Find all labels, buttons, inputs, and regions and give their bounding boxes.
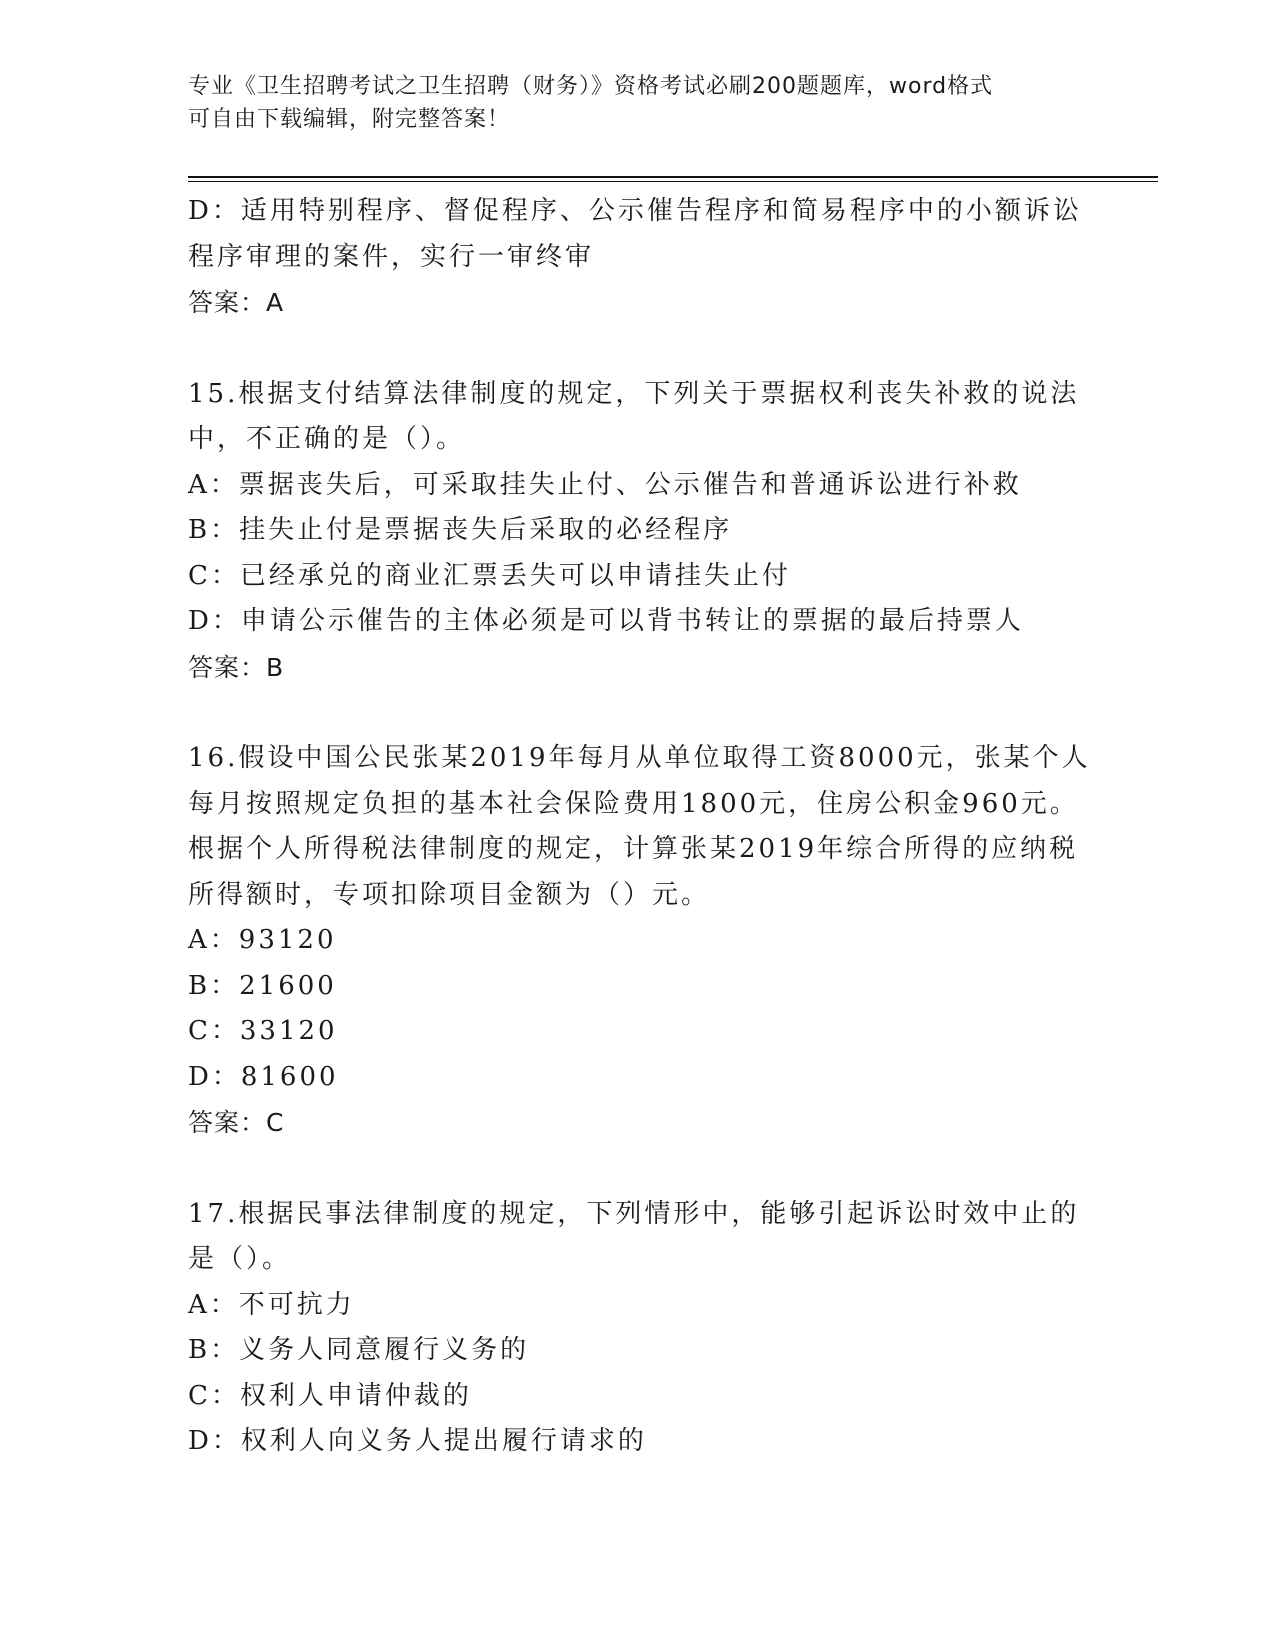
question-17	[188, 1192, 1088, 1465]
option-c: C：权利人申请仲裁的	[188, 1380, 472, 1411]
question-stem: 根据个人所得税法律制度的规定，计算张某2019年综合所得的应纳税	[188, 834, 1079, 864]
question-stem: 每月按照规定负担的基本社会保险费用1800元，住房公积金960元。	[188, 788, 1079, 819]
document-header	[188, 70, 1068, 136]
answer-line: 答案：C	[188, 1108, 285, 1137]
question-stem: 中，不正确的是（）。	[188, 424, 466, 454]
question-16	[188, 736, 1091, 1146]
option-d: D：权利人向义务人提出履行请求的	[188, 1426, 647, 1456]
option-b: B：义务人同意履行义务的	[188, 1335, 530, 1365]
option-a: A：票据丧失后，可采取挂失止付、公示催告和普通诉讼进行补救	[188, 469, 1022, 500]
option-a: A：不可抗力	[188, 1289, 355, 1320]
document-body	[188, 189, 1091, 1465]
option-d: D：申请公示催告的主体必须是可以背书转让的票据的最后持票人	[188, 606, 1024, 636]
option-b: B：挂失止付是票据丧失后采取的必经程序	[188, 515, 733, 545]
option-c: C：已经承兑的商业汇票丢失可以申请挂失止付	[188, 560, 791, 591]
question-15	[188, 372, 1088, 691]
header-line-1: 专业《卫生招聘考试之卫生招聘（财务）》资格考试必刷200题题库，word格式	[188, 74, 994, 99]
option-d: D：适用特别程序、督促程序、公示催告程序和简易程序中的小额诉讼	[188, 196, 1082, 226]
previous-question-tail	[188, 189, 1088, 326]
header-rule-thin	[188, 181, 1158, 182]
header-rule-thick	[188, 176, 1158, 178]
header-line-2: 可自由下载编辑，附完整答案！	[188, 107, 511, 132]
option-d-continued: 程序审理的案件，实行一审终审	[188, 241, 595, 272]
option-b: B：21600	[188, 970, 337, 1001]
question-stem: 17.根据民事法律制度的规定，下列情形中，能够引起诉讼时效中止的	[188, 1198, 1080, 1229]
option-a: A：93120	[188, 925, 337, 955]
question-stem: 是（）。	[188, 1244, 292, 1274]
question-stem: 所得额时，专项扣除项目金额为（）元。	[188, 879, 711, 910]
answer-line: 答案：A	[188, 288, 285, 317]
answer-line: 答案：B	[188, 652, 285, 682]
option-d: D：81600	[188, 1061, 339, 1092]
question-stem: 15.根据支付结算法律制度的规定，下列关于票据权利丧失补救的说法	[188, 378, 1080, 409]
question-stem: 16.假设中国公民张某2019年每月从单位取得工资8000元，张某个人	[188, 743, 1091, 773]
option-c: C：33120	[188, 1016, 338, 1046]
